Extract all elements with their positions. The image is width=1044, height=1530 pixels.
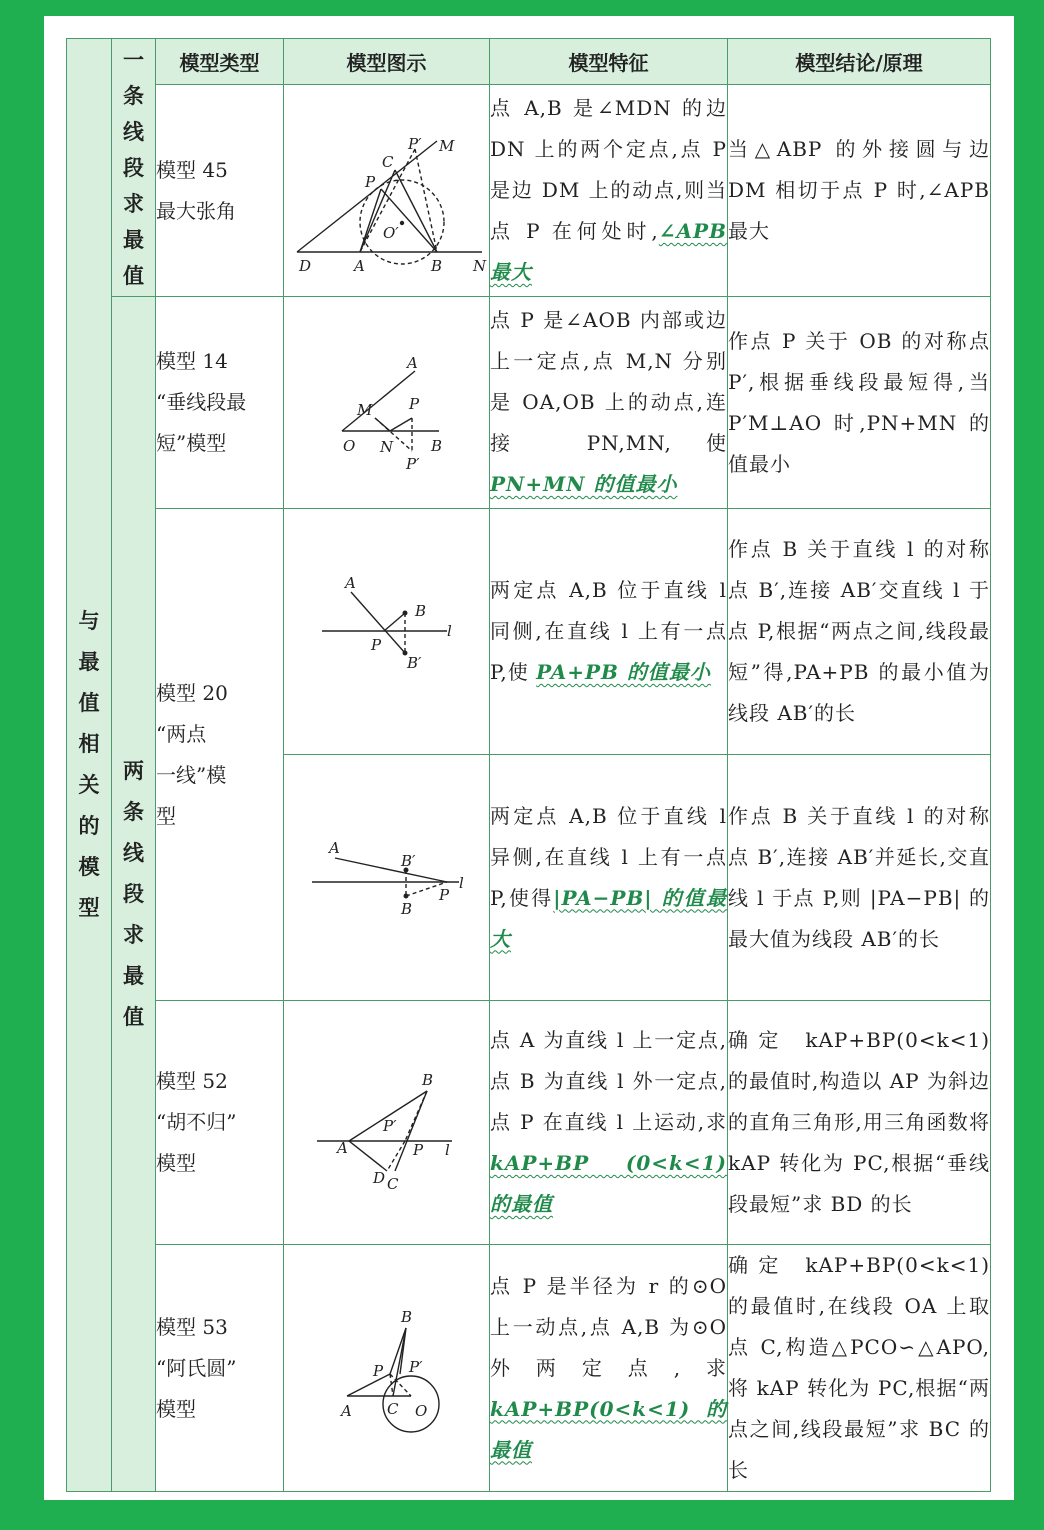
- svg-text:O: O: [414, 1402, 427, 1420]
- figure-perpendicular: [287, 311, 487, 491]
- model-figure: [284, 1001, 490, 1245]
- svg-text:C: C: [381, 152, 393, 171]
- svg-text:B′: B′: [406, 653, 421, 672]
- svg-text:B: B: [430, 436, 442, 455]
- svg-text:P: P: [370, 635, 381, 654]
- model-name: 模型 52 “胡不归” 模型: [156, 1001, 284, 1245]
- svg-text:l: l: [458, 873, 464, 892]
- svg-text:B: B: [400, 899, 412, 918]
- svg-text:O′: O′: [382, 223, 399, 242]
- model-figure: [284, 297, 490, 509]
- figure-max-angle: [287, 99, 487, 279]
- model-feature: 点 P 是半径为 r 的⊙O 上一动点,点 A,B 为⊙O 外两定点,求 kAP+BP(0<k<1) 的最值: [490, 1245, 728, 1492]
- svg-text:O: O: [342, 436, 355, 455]
- svg-text:A: A: [353, 256, 365, 275]
- model-feature: 两定点 A,B 位于直线 l 同侧,在直线 l 上有一点 P,使 PA+PB 的值最小: [490, 509, 728, 755]
- svg-text:B′: B′: [400, 851, 415, 870]
- sub-category-1: 一条线段求最值: [112, 39, 156, 297]
- svg-text:P′: P′: [407, 134, 421, 153]
- table-row: [67, 85, 991, 297]
- figure-hu-bu-gui: [287, 1031, 487, 1211]
- model-conclusion: 作点 B 关于直线 l 的对称点 B′,连接 AB′交直线 l 于点 P,根据“两点之间,线段最短”得,PA+PB 的最小值为线段 AB′的长: [728, 509, 991, 755]
- svg-text:P: P: [408, 394, 419, 413]
- svg-text:B: B: [414, 601, 426, 620]
- svg-text:B: B: [430, 256, 442, 275]
- model-feature: 点 A 为直线 l 上一定点,点 B 为直线 l 外一定点,点 P 在直线 l 上运动,求 kAP+BP (0<k<1) 的最值: [490, 1001, 728, 1245]
- model-name: 模型 20 “两点 一线”模 型: [156, 509, 284, 1001]
- svg-text:P: P: [364, 172, 375, 191]
- svg-text:A: A: [336, 1138, 348, 1157]
- svg-text:P′: P′: [408, 1358, 422, 1376]
- svg-text:M: M: [438, 136, 454, 155]
- figure-apollonius: [287, 1276, 487, 1456]
- svg-text:C: C: [386, 1400, 398, 1418]
- header-feature: 模型特征: [490, 39, 728, 85]
- model-feature: 点 A,B 是∠MDN 的边 DN 上的两个定点,点 P 是边 DM 上的动点,则当点 P 在何处时,∠APB 最大: [490, 85, 728, 297]
- header-figure: 模型图示: [284, 39, 490, 85]
- table-row: [67, 297, 991, 509]
- svg-text:A: A: [328, 838, 340, 857]
- model-feature: 点 P 是∠AOB 内部或边上一定点,点 M,N 分别是 OA,OB 上的动点,连接 PN,MN,使 PN+MN 的值最小: [490, 297, 728, 509]
- svg-text:N: N: [379, 437, 393, 456]
- svg-text:M: M: [356, 400, 372, 419]
- model-conclusion: 确定 kAP+BP(0<k<1) 的最值时,在线段 OA 上取点 C,构造△PCO∽△APO,将 kAP 转化为 PC,根据“两点之间,线段最短”求 BC 的长: [728, 1245, 991, 1492]
- table-row: [67, 509, 991, 755]
- header-type: 模型类型: [156, 39, 284, 85]
- model-conclusion: 作点 P 关于 OB 的对称点 P′,根据垂线段最短得,当 P′M⊥AO 时,PN+MN 的值最小: [728, 297, 991, 509]
- svg-text:P: P: [438, 885, 449, 904]
- svg-text:A: A: [406, 353, 418, 372]
- model-figure: [284, 1245, 490, 1492]
- svg-text:P′: P′: [405, 454, 419, 473]
- table-row: [67, 1245, 991, 1492]
- model-name: 模型 45 最大张角: [156, 85, 284, 297]
- sub-category-2: 两条线段求最值: [112, 297, 156, 1492]
- svg-text:A: A: [344, 573, 356, 592]
- model-feature: 两定点 A,B 位于直线 l 异侧,在直线 l 上有一点 P,使得|PA−PB| 的值最大: [490, 755, 728, 1001]
- svg-text:P: P: [412, 1140, 423, 1159]
- svg-text:D: D: [372, 1168, 385, 1187]
- model-figure: [284, 755, 490, 1001]
- model-figure: [284, 85, 490, 297]
- model-conclusion: 当△ABP 的外接圆与边 DM 相切于点 P 时,∠APB 最大: [728, 85, 991, 297]
- svg-text:N: N: [472, 256, 486, 275]
- table-row: [67, 1001, 991, 1245]
- figure-two-points-opposite-side: [287, 786, 487, 966]
- model-conclusion: 作点 B 关于直线 l 的对称点 B′,连接 AB′并延长,交直线 l 于点 P,则 |PA−PB| 的最大值为线段 AB′的长: [728, 755, 991, 1001]
- svg-text:l: l: [444, 1140, 450, 1159]
- svg-text:A: A: [340, 1402, 352, 1420]
- outer-category: 与最值相关的模型: [67, 39, 112, 1492]
- model-name: 模型 14 “垂线段最 短”模型: [156, 297, 284, 509]
- svg-text:C: C: [386, 1174, 398, 1193]
- model-table: [66, 38, 991, 1492]
- model-conclusion: 确定 kAP+BP(0<k<1) 的最值时,构造以 AP 为斜边的直角三角形,用三角函数将 kAP 转化为 PC,根据“垂线段最短”求 BD 的长: [728, 1001, 991, 1245]
- model-name: 模型 53 “阿氏圆” 模型: [156, 1245, 284, 1492]
- svg-text:B: B: [400, 1308, 412, 1326]
- model-figure: [284, 509, 490, 755]
- svg-text:l: l: [446, 621, 452, 640]
- svg-text:B: B: [421, 1070, 433, 1089]
- svg-text:D: D: [298, 256, 311, 275]
- svg-text:P: P: [372, 1362, 383, 1380]
- header-conclusion: 模型结论/原理: [728, 39, 991, 85]
- svg-text:P′: P′: [382, 1116, 396, 1135]
- figure-two-points-same-side: [287, 540, 487, 720]
